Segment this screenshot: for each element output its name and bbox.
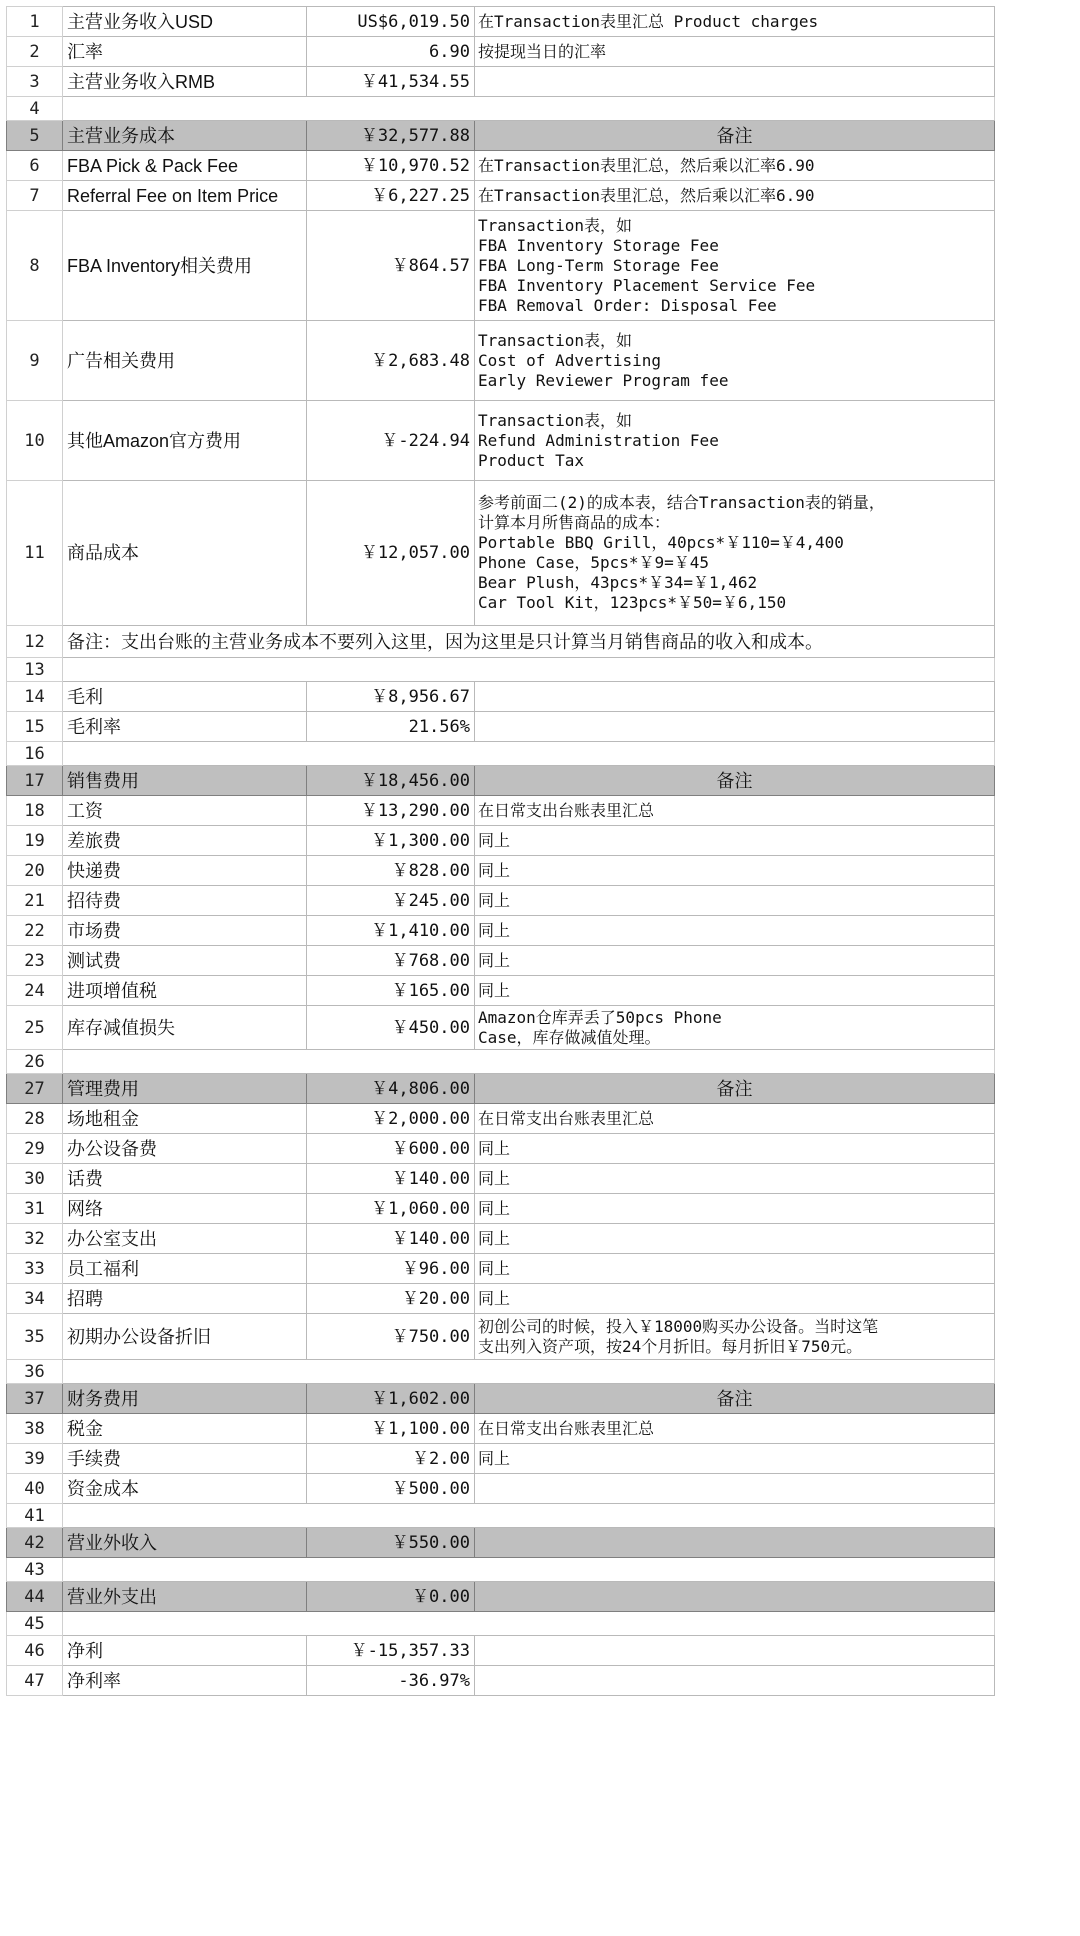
note-line: 同上 xyxy=(478,1288,511,1308)
sheet-row xyxy=(7,1558,995,1582)
note-line: 同上 xyxy=(478,1258,511,1278)
row-number[interactable]: 21 xyxy=(7,886,63,916)
sheet-row xyxy=(7,682,995,712)
item-label-cell[interactable]: 其他Amazon官方费用 xyxy=(63,401,307,481)
sheet-row xyxy=(7,7,995,37)
item-label-cell[interactable]: 网络 xyxy=(63,1194,307,1224)
note-cell[interactable] xyxy=(475,1164,995,1194)
item-label-cell[interactable]: 财务费用 xyxy=(63,1384,307,1414)
sheet-row xyxy=(7,766,995,796)
row-number[interactable]: 15 xyxy=(7,712,63,742)
item-label-cell[interactable]: 工资 xyxy=(63,796,307,826)
note-line: 在Transaction表里汇总，然后乘以汇率6.90 xyxy=(478,155,815,175)
note-cell[interactable] xyxy=(475,481,995,626)
row-number[interactable]: 32 xyxy=(7,1224,63,1254)
note-cell[interactable] xyxy=(475,856,995,886)
row-number[interactable]: 13 xyxy=(7,658,63,682)
note-line: 同上 xyxy=(478,980,511,1000)
amount-cell[interactable]: ￥20.00 xyxy=(307,1284,475,1314)
sheet-row xyxy=(7,1528,995,1558)
item-label-cell[interactable]: 主营业务收入USD xyxy=(63,7,307,37)
sheet-row xyxy=(7,1254,995,1284)
row-number[interactable]: 36 xyxy=(7,1360,63,1384)
note-cell[interactable] xyxy=(475,401,995,481)
amount-cell[interactable]: ￥768.00 xyxy=(307,946,475,976)
item-label-cell[interactable]: 库存减值损失 xyxy=(63,1006,307,1050)
note-cell[interactable] xyxy=(475,946,995,976)
item-label-cell[interactable]: FBA Pick & Pack Fee xyxy=(63,151,307,181)
row-number[interactable]: 20 xyxy=(7,856,63,886)
sheet-row xyxy=(7,796,995,826)
sheet-row xyxy=(7,211,995,321)
note-line: Early Reviewer Program fee xyxy=(478,370,729,390)
sheet-row xyxy=(7,1224,995,1254)
row-number[interactable]: 41 xyxy=(7,1504,63,1528)
sheet-row xyxy=(7,1194,995,1224)
note-line: 参考前面二(2)的成本表，结合Transaction表的销量， xyxy=(478,493,885,512)
note-line: 按提现当日的汇率 xyxy=(478,41,607,61)
note-cell[interactable] xyxy=(475,1006,995,1050)
note-cell[interactable] xyxy=(475,211,995,321)
sheet-row xyxy=(7,886,995,916)
row-number[interactable]: 46 xyxy=(7,1636,63,1666)
amount-cell[interactable]: ￥96.00 xyxy=(307,1254,475,1284)
note-line: Refund Administration Fee xyxy=(478,430,719,450)
sheet-row xyxy=(7,121,995,151)
note-line: Transaction表，如 xyxy=(478,410,632,430)
amount-cell[interactable]: ￥-224.94 xyxy=(307,401,475,481)
sheet-row xyxy=(7,1414,995,1444)
empty-cell[interactable] xyxy=(63,742,995,766)
row-number[interactable]: 17 xyxy=(7,766,63,796)
note-line: Product Tax xyxy=(478,450,584,470)
note-cell[interactable] xyxy=(475,886,995,916)
note-header-cell[interactable] xyxy=(475,121,995,151)
item-label-cell[interactable]: 商品成本 xyxy=(63,481,307,626)
sheet-row xyxy=(7,97,995,121)
sheet-body xyxy=(7,7,995,1696)
amount-cell[interactable]: -36.97% xyxy=(307,1666,475,1696)
item-label-cell[interactable]: 员工福利 xyxy=(63,1254,307,1284)
note-line: Amazon仓库弄丢了50pcs Phone xyxy=(478,1007,722,1027)
row-number[interactable]: 9 xyxy=(7,321,63,401)
item-label-cell[interactable]: 招聘 xyxy=(63,1284,307,1314)
row-number[interactable]: 10 xyxy=(7,401,63,481)
sheet-row xyxy=(7,1050,995,1074)
item-label-cell[interactable]: 主营业务收入RMB xyxy=(63,67,307,97)
item-label-cell[interactable]: 场地租金 xyxy=(63,1104,307,1134)
note-line: FBA Inventory Placement Service Fee xyxy=(478,275,816,295)
amount-cell[interactable]: ￥4,806.00 xyxy=(307,1074,475,1104)
amount-cell[interactable]: ￥1,060.00 xyxy=(307,1194,475,1224)
item-label-cell[interactable]: 广告相关费用 xyxy=(63,321,307,401)
note-line: 同上 xyxy=(478,1448,511,1468)
note-line: 同上 xyxy=(478,920,511,940)
sheet-row xyxy=(7,1134,995,1164)
item-label-cell[interactable]: 话费 xyxy=(63,1164,307,1194)
amount-cell[interactable]: ￥13,290.00 xyxy=(307,796,475,826)
empty-cell[interactable] xyxy=(63,1050,995,1074)
amount-cell[interactable]: ￥12,057.00 xyxy=(307,481,475,626)
sheet-row xyxy=(7,321,995,401)
sheet-row xyxy=(7,826,995,856)
note-line: FBA Removal Order: Disposal Fee xyxy=(478,295,777,315)
sheet-row xyxy=(7,1074,995,1104)
row-number[interactable]: 18 xyxy=(7,796,63,826)
amount-cell[interactable]: ￥2,000.00 xyxy=(307,1104,475,1134)
note-line: 备注 xyxy=(716,1388,753,1409)
note-cell[interactable] xyxy=(475,1284,995,1314)
item-label-cell[interactable]: 快递费 xyxy=(63,856,307,886)
row-number[interactable]: 42 xyxy=(7,1528,63,1558)
item-label-cell[interactable]: 差旅费 xyxy=(63,826,307,856)
sheet-row xyxy=(7,1474,995,1504)
note-line: 备注 xyxy=(716,1078,753,1099)
row-number[interactable]: 44 xyxy=(7,1582,63,1612)
row-number[interactable]: 37 xyxy=(7,1384,63,1414)
note-header-cell[interactable] xyxy=(475,1074,995,1104)
empty-cell[interactable] xyxy=(63,1360,995,1384)
sheet-row xyxy=(7,1612,995,1636)
note-line: Phone Case，5pcs*￥9=￥45 xyxy=(478,553,710,572)
note-line: Transaction表，如 xyxy=(478,330,632,350)
row-number[interactable]: 12 xyxy=(7,626,63,658)
note-cell[interactable] xyxy=(475,712,995,742)
sheet-row xyxy=(7,1636,995,1666)
note-cell[interactable] xyxy=(475,67,995,97)
remark-cell[interactable]: 备注：支出台账的主营业务成本不要列入这里，因为这里是只计算当月销售商品的收入和成本。 xyxy=(63,626,995,658)
note-cell[interactable] xyxy=(475,181,995,211)
sheet-row xyxy=(7,976,995,1006)
empty-cell[interactable] xyxy=(63,97,995,121)
amount-cell[interactable]: ￥450.00 xyxy=(307,1006,475,1050)
amount-cell[interactable]: ￥500.00 xyxy=(307,1474,475,1504)
sheet-row xyxy=(7,1104,995,1134)
note-line: 在日常支出台账表里汇总 xyxy=(478,800,655,820)
sheet-row xyxy=(7,401,995,481)
row-number[interactable]: 38 xyxy=(7,1414,63,1444)
sheet-row xyxy=(7,626,995,658)
amount-cell[interactable]: ￥32,577.88 xyxy=(307,121,475,151)
item-label-cell[interactable]: 办公室支出 xyxy=(63,1224,307,1254)
sheet-row xyxy=(7,742,995,766)
empty-cell[interactable] xyxy=(63,1504,995,1528)
row-number[interactable]: 27 xyxy=(7,1074,63,1104)
row-number[interactable]: 25 xyxy=(7,1006,63,1050)
amount-cell[interactable]: ￥600.00 xyxy=(307,1134,475,1164)
amount-cell[interactable]: ￥245.00 xyxy=(307,886,475,916)
sheet-row xyxy=(7,856,995,886)
note-cell[interactable] xyxy=(475,151,995,181)
note-line: 在日常支出台账表里汇总 xyxy=(478,1418,655,1438)
row-number[interactable]: 28 xyxy=(7,1104,63,1134)
note-line: Transaction表，如 xyxy=(478,215,632,235)
sheet-row xyxy=(7,1384,995,1414)
sheet-row xyxy=(7,1164,995,1194)
sheet-row xyxy=(7,1444,995,1474)
note-line: 在日常支出台账表里汇总 xyxy=(478,1108,655,1128)
note-line: 同上 xyxy=(478,1228,511,1248)
amount-cell[interactable]: ￥750.00 xyxy=(307,1314,475,1360)
row-number[interactable]: 31 xyxy=(7,1194,63,1224)
note-cell[interactable] xyxy=(475,1314,995,1360)
amount-cell[interactable]: ￥165.00 xyxy=(307,976,475,1006)
note-line: 计算本月所售商品的成本： xyxy=(478,513,671,532)
item-label-cell[interactable]: 初期办公设备折旧 xyxy=(63,1314,307,1360)
note-line: FBA Inventory Storage Fee xyxy=(478,235,719,255)
note-line: 备注 xyxy=(716,125,753,146)
amount-cell[interactable]: ￥18,456.00 xyxy=(307,766,475,796)
sheet-row xyxy=(7,1006,995,1050)
row-number[interactable]: 7 xyxy=(7,181,63,211)
note-cell[interactable] xyxy=(475,682,995,712)
note-line: Bear Plush，43pcs*￥34=￥1,462 xyxy=(478,573,758,592)
note-cell[interactable] xyxy=(475,976,995,1006)
note-line: 同上 xyxy=(478,1198,511,1218)
row-number[interactable]: 45 xyxy=(7,1612,63,1636)
row-number[interactable]: 40 xyxy=(7,1474,63,1504)
row-number[interactable]: 5 xyxy=(7,121,63,151)
note-header-cell[interactable] xyxy=(475,766,995,796)
amount-cell[interactable]: ￥1,410.00 xyxy=(307,916,475,946)
row-number[interactable]: 26 xyxy=(7,1050,63,1074)
note-line: 同上 xyxy=(478,890,511,910)
sheet-row xyxy=(7,181,995,211)
row-number[interactable]: 24 xyxy=(7,976,63,1006)
note-cell[interactable] xyxy=(475,1254,995,1284)
row-number[interactable]: 47 xyxy=(7,1666,63,1696)
item-label-cell[interactable]: 管理费用 xyxy=(63,1074,307,1104)
note-cell[interactable] xyxy=(475,1636,995,1666)
empty-cell[interactable] xyxy=(63,1558,995,1582)
note-line: 同上 xyxy=(478,950,511,970)
note-cell[interactable] xyxy=(475,1224,995,1254)
row-number[interactable]: 43 xyxy=(7,1558,63,1582)
note-line: 备注 xyxy=(716,770,753,791)
empty-cell[interactable] xyxy=(63,658,995,682)
amount-cell[interactable]: US$6,019.50 xyxy=(307,7,475,37)
item-label-cell[interactable]: 资金成本 xyxy=(63,1474,307,1504)
note-line: 同上 xyxy=(478,860,511,880)
amount-cell[interactable]: ￥8,956.67 xyxy=(307,682,475,712)
row-number[interactable]: 8 xyxy=(7,211,63,321)
amount-cell[interactable]: ￥1,300.00 xyxy=(307,826,475,856)
note-line: 同上 xyxy=(478,1138,511,1158)
row-number[interactable]: 29 xyxy=(7,1134,63,1164)
item-label-cell[interactable]: FBA Inventory相关费用 xyxy=(63,211,307,321)
amount-cell[interactable]: ￥864.57 xyxy=(307,211,475,321)
item-label-cell[interactable]: Referral Fee on Item Price xyxy=(63,181,307,211)
note-line: Case，库存做减值处理。 xyxy=(478,1027,661,1047)
note-line: 在Transaction表里汇总 Product charges xyxy=(478,11,819,31)
sheet-row xyxy=(7,1504,995,1528)
note-cell[interactable] xyxy=(475,37,995,67)
item-label-cell[interactable]: 销售费用 xyxy=(63,766,307,796)
item-label-cell[interactable]: 主营业务成本 xyxy=(63,121,307,151)
item-label-cell[interactable]: 净利率 xyxy=(63,1666,307,1696)
note-cell[interactable] xyxy=(475,1474,995,1504)
item-label-cell[interactable]: 招待费 xyxy=(63,886,307,916)
row-number[interactable]: 3 xyxy=(7,67,63,97)
note-header-cell[interactable] xyxy=(475,1384,995,1414)
item-label-cell[interactable]: 毛利 xyxy=(63,682,307,712)
row-number[interactable]: 14 xyxy=(7,682,63,712)
note-line: 支出列入资产项，按24个月折旧。每月折旧￥750元。 xyxy=(478,1336,863,1356)
sheet-row xyxy=(7,916,995,946)
row-number[interactable]: 22 xyxy=(7,916,63,946)
row-number[interactable]: 34 xyxy=(7,1284,63,1314)
amount-cell[interactable]: ￥-15,357.33 xyxy=(307,1636,475,1666)
note-cell[interactable] xyxy=(475,796,995,826)
row-number[interactable]: 16 xyxy=(7,742,63,766)
note-cell[interactable] xyxy=(475,321,995,401)
row-number[interactable]: 4 xyxy=(7,97,63,121)
amount-cell[interactable]: ￥2,683.48 xyxy=(307,321,475,401)
amount-cell[interactable]: ￥140.00 xyxy=(307,1224,475,1254)
note-cell[interactable] xyxy=(475,1134,995,1164)
row-number[interactable]: 30 xyxy=(7,1164,63,1194)
sheet-row xyxy=(7,151,995,181)
amount-cell[interactable]: ￥10,970.52 xyxy=(307,151,475,181)
row-number[interactable]: 6 xyxy=(7,151,63,181)
note-cell[interactable] xyxy=(475,916,995,946)
note-cell[interactable] xyxy=(475,1414,995,1444)
note-line: Car Tool Kit，123pcs*￥50=￥6,150 xyxy=(478,593,787,612)
item-label-cell[interactable]: 手续费 xyxy=(63,1444,307,1474)
sheet-row xyxy=(7,1360,995,1384)
sheet-row xyxy=(7,1314,995,1360)
amount-cell[interactable]: ￥140.00 xyxy=(307,1164,475,1194)
note-line: 初创公司的时候，投入￥18000购买办公设备。当时这笔 xyxy=(478,1316,879,1336)
note-line: Cost of Advertising xyxy=(478,350,662,370)
note-cell[interactable] xyxy=(475,1104,995,1134)
sheet-row xyxy=(7,37,995,67)
sheet-row xyxy=(7,1666,995,1696)
item-label-cell[interactable]: 测试费 xyxy=(63,946,307,976)
note-line: 同上 xyxy=(478,830,511,850)
note-cell[interactable] xyxy=(475,7,995,37)
amount-cell[interactable]: ￥6,227.25 xyxy=(307,181,475,211)
spreadsheet-grid xyxy=(6,6,995,1696)
note-cell[interactable] xyxy=(475,1666,995,1696)
item-label-cell[interactable]: 办公设备费 xyxy=(63,1134,307,1164)
item-label-cell[interactable]: 营业外收入 xyxy=(63,1528,307,1558)
note-line: FBA Long-Term Storage Fee xyxy=(478,255,719,275)
sheet-row xyxy=(7,67,995,97)
row-number[interactable]: 2 xyxy=(7,37,63,67)
row-number[interactable]: 23 xyxy=(7,946,63,976)
note-cell[interactable] xyxy=(475,1444,995,1474)
note-line: Portable BBQ Grill，40pcs*￥110=￥4,400 xyxy=(478,533,844,552)
note-cell[interactable] xyxy=(475,826,995,856)
item-label-cell[interactable]: 市场费 xyxy=(63,916,307,946)
row-number[interactable]: 33 xyxy=(7,1254,63,1284)
item-label-cell[interactable]: 毛利率 xyxy=(63,712,307,742)
row-number[interactable]: 39 xyxy=(7,1444,63,1474)
item-label-cell[interactable]: 进项增值税 xyxy=(63,976,307,1006)
note-cell[interactable] xyxy=(475,1194,995,1224)
item-label-cell[interactable]: 营业外支出 xyxy=(63,1582,307,1612)
amount-cell[interactable]: ￥2.00 xyxy=(307,1444,475,1474)
amount-cell[interactable]: ￥1,602.00 xyxy=(307,1384,475,1414)
item-label-cell[interactable]: 税金 xyxy=(63,1414,307,1444)
row-number[interactable]: 11 xyxy=(7,481,63,626)
note-header-cell[interactable] xyxy=(475,1582,995,1612)
amount-cell[interactable]: ￥41,534.55 xyxy=(307,67,475,97)
item-label-cell[interactable]: 净利 xyxy=(63,1636,307,1666)
amount-cell[interactable]: ￥1,100.00 xyxy=(307,1414,475,1444)
amount-cell[interactable]: ￥828.00 xyxy=(307,856,475,886)
sheet-row xyxy=(7,1582,995,1612)
sheet-row xyxy=(7,481,995,626)
amount-cell[interactable]: 21.56% xyxy=(307,712,475,742)
amount-cell[interactable]: ￥0.00 xyxy=(307,1582,475,1612)
empty-cell[interactable] xyxy=(63,1612,995,1636)
sheet-row xyxy=(7,712,995,742)
note-header-cell[interactable] xyxy=(475,1528,995,1558)
amount-cell[interactable]: 6.90 xyxy=(307,37,475,67)
note-line: 同上 xyxy=(478,1168,511,1188)
row-number[interactable]: 35 xyxy=(7,1314,63,1360)
sheet-row xyxy=(7,658,995,682)
note-line: 在Transaction表里汇总，然后乘以汇率6.90 xyxy=(478,185,815,205)
row-number[interactable]: 19 xyxy=(7,826,63,856)
row-number[interactable]: 1 xyxy=(7,7,63,37)
amount-cell[interactable]: ￥550.00 xyxy=(307,1528,475,1558)
sheet-row xyxy=(7,1284,995,1314)
item-label-cell[interactable]: 汇率 xyxy=(63,37,307,67)
sheet-row xyxy=(7,946,995,976)
